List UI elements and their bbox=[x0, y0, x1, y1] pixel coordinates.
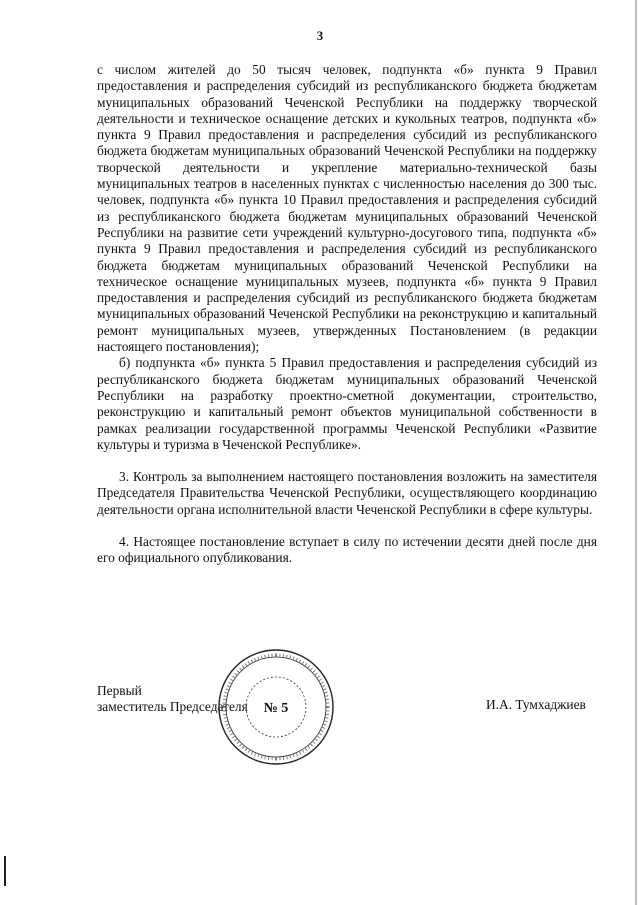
scan-margin-mark bbox=[4, 856, 6, 886]
paragraph-4: 4. Настоящее постановление вступает в силу по истечении десяти дней после дня его официального опубликования. bbox=[97, 534, 597, 566]
paragraph-continuation: с числом жителей до 50 тысяч человек, подпункта «б» пункта 9 Правил предоставления и распределения субсидий из республиканского бюджета бюджетам муниципальных образований Чеченской Республики на поддержку творческой деятельности и техническое оснащение детских и кукольных театров, подпункта «б» пункта 9 Правил предоставления и распределения субсидий из республиканского бюджета бюджетам муниципальных образований Чеченской Республики на поддержку творческой деятельности и укрепление материально-технической базы муниципальных театров в населенных пунктах с численностью населения до 300 тыс. человек, подпункта «б» пункта 10 Правил предоставления и распределения субсидий из республиканского бюджета бюджетам муниципальных образований Чеченской Республики на развитие сети учреждений культурно-досугового типа, подпункта «б» пункта 9 Правил предоставления и распределения субсидий из республиканского бюджета бюджетам муниципальных образований Чеченской Республики на техническое оснащение муниципальных музеев, подпункта «б» пункта 9 Правил предоставления и распределения субсидий из республиканского бюджета бюджетам муниципальных образований Чеченской Республики на реконструкцию и капитальный ремонт муниципальных музеев, утвержденных Постановлением (в редакции настоящего постановления); bbox=[97, 62, 597, 355]
paragraph-3: 3. Контроль за выполнением настоящего постановления возложить на заместителя Председателя Правительства Чеченской Республики, осуществляющего координацию деятельности органа исполнительной власти Чеченской Республики в сфере культуры. bbox=[97, 469, 597, 517]
page-number: 3 bbox=[316, 28, 324, 43]
signatory-name: И.А. Тумхаджиев bbox=[486, 697, 586, 712]
signatory-title-line2: заместитель Председателя bbox=[97, 699, 248, 714]
seal-number: № 5 bbox=[263, 701, 289, 716]
scan-edge-line bbox=[635, 0, 637, 905]
signatory-title-line1: Первый bbox=[97, 683, 142, 698]
official-seal-icon bbox=[216, 647, 336, 767]
document-body bbox=[97, 62, 597, 567]
paragraph-item-b: б) подпункта «б» пункта 5 Правил предоставления и распределения субсидий из республиканского бюджета бюджетам муниципальных образований Чеченской Республики на разработку проектно-сметной документации, строительство, реконструкцию и капитальный ремонт объектов муниципальной собственности в рамках реализации государственной программы Чеченской Республики «Развитие культуры и туризма в Чеченской Республике». bbox=[97, 355, 597, 452]
